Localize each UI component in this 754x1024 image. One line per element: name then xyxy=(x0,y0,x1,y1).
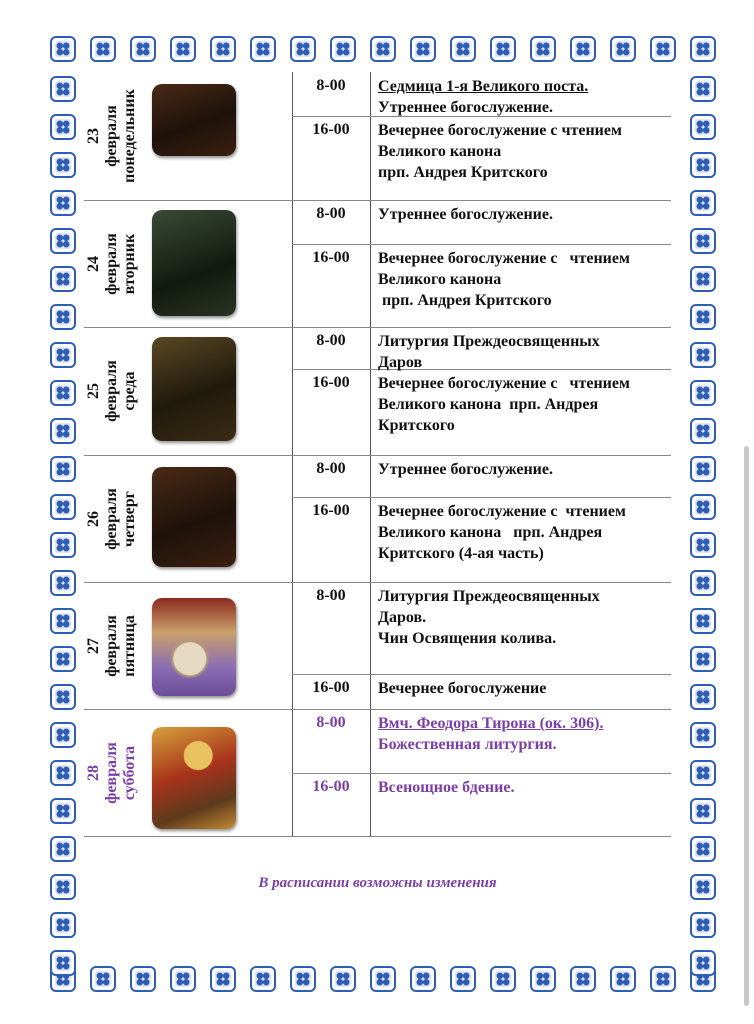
day-weekday: вторник xyxy=(121,233,138,294)
service-line: Великого канона xyxy=(378,143,502,160)
service-description xyxy=(378,777,668,798)
border-ornament-icon xyxy=(250,36,276,62)
service-line: Утреннее богослужение. xyxy=(378,461,553,478)
service-divider xyxy=(292,773,671,774)
service-line: Вмч. Феодора Тирона (ок. 306). xyxy=(378,715,604,732)
border-ornament-icon xyxy=(50,380,76,406)
border-ornament-icon xyxy=(530,36,556,62)
service-time: 8-00 xyxy=(316,205,346,222)
border-ornament-icon xyxy=(490,36,516,62)
border-ornament-icon xyxy=(690,950,716,976)
border-ornament-icon xyxy=(450,36,476,62)
day-label xyxy=(85,233,139,294)
border-ornament-icon xyxy=(50,798,76,824)
service-line: Великого канона прп. Андрея xyxy=(378,396,599,413)
border-ornament-icon xyxy=(50,190,76,216)
border-ornament-icon xyxy=(90,966,116,992)
border-ornament-icon xyxy=(650,966,676,992)
service-time: 16-00 xyxy=(312,778,350,795)
day-month: февраля xyxy=(103,232,120,295)
border-ornament-icon xyxy=(290,966,316,992)
day-label xyxy=(85,615,139,676)
border-ornament-icon xyxy=(690,228,716,254)
service-time: 16-00 xyxy=(312,502,350,519)
border-ornament-icon xyxy=(650,36,676,62)
border-ornament-icon xyxy=(210,966,236,992)
schedule-table xyxy=(84,72,671,836)
border-ornament-icon xyxy=(130,36,156,62)
day-cell xyxy=(84,455,292,582)
border-ornament-icon xyxy=(50,418,76,444)
border-ornament-icon xyxy=(690,570,716,596)
service-description xyxy=(378,204,668,225)
border-ornament-icon xyxy=(170,966,196,992)
scrollbar[interactable] xyxy=(744,446,749,1006)
border-ornament-icon xyxy=(50,684,76,710)
service-line: Вечернее богослужение xyxy=(378,680,547,697)
service-description xyxy=(378,713,668,755)
border-ornament-icon xyxy=(690,114,716,140)
great-canon-gold-book-icon xyxy=(152,337,236,441)
service-line: Утреннее богослужение. xyxy=(378,206,553,223)
border-ornament-icon xyxy=(50,912,76,938)
border-ornament-icon xyxy=(690,494,716,520)
border-ornament-icon xyxy=(50,874,76,900)
service-line: Критского (4-ая часть) xyxy=(378,545,544,562)
service-line: Вечернее богослужение с чтением xyxy=(378,503,626,520)
border-ornament-icon xyxy=(690,874,716,900)
border-ornament-icon xyxy=(50,950,76,976)
border-ornament-icon xyxy=(690,836,716,862)
service-line: Божественная литургия. xyxy=(378,736,557,753)
service-line: Литургия Преждеосвященных xyxy=(378,333,600,350)
border-ornament-icon xyxy=(610,36,636,62)
border-ornament-icon xyxy=(690,304,716,330)
border-ornament-icon xyxy=(690,456,716,482)
border-ornament-icon xyxy=(50,760,76,786)
day-month: февраля xyxy=(103,741,120,804)
day-row xyxy=(84,327,671,455)
service-line: Вечернее богослужение с чтением xyxy=(378,122,622,139)
border-ornament-icon xyxy=(330,36,356,62)
service-time: 16-00 xyxy=(312,249,350,266)
border-ornament-icon xyxy=(690,380,716,406)
border-ornament-icon xyxy=(530,966,556,992)
day-label xyxy=(85,89,139,183)
border-ornament-icon xyxy=(690,608,716,634)
service-time: 8-00 xyxy=(316,460,346,477)
border-ornament-icon xyxy=(690,266,716,292)
saint-theodore-icon xyxy=(152,727,236,829)
service-line: Литургия Преждеосвященных xyxy=(378,588,600,605)
border-ornament-icon xyxy=(50,456,76,482)
border-ornament-icon xyxy=(690,36,716,62)
border-ornament-icon xyxy=(50,228,76,254)
border-ornament-icon xyxy=(610,966,636,992)
day-cell xyxy=(84,200,292,327)
day-label xyxy=(85,488,139,549)
canon-book-cover-icon xyxy=(152,210,236,316)
service-line: прп. Андрея Критского xyxy=(378,292,552,309)
border-ornament-icon xyxy=(690,722,716,748)
day-month: февраля xyxy=(103,614,120,677)
day-month: февраля xyxy=(103,360,120,422)
border-ornament-icon xyxy=(50,342,76,368)
border-ornament-icon xyxy=(410,966,436,992)
border-ornament-icon xyxy=(370,36,396,62)
service-line: Великого канона прп. Андрея xyxy=(378,524,603,541)
koliva-blessing-photo-icon xyxy=(152,598,236,696)
border-ornament-icon xyxy=(690,912,716,938)
border-ornament-icon xyxy=(690,190,716,216)
day-month: февраля xyxy=(103,487,120,550)
border-ornament-icon xyxy=(410,36,436,62)
day-weekday: среда xyxy=(121,371,138,411)
border-ornament-icon xyxy=(690,76,716,102)
border-ornament-icon xyxy=(50,36,76,62)
border-ornament-icon xyxy=(330,966,356,992)
service-line: Всенощное бдение. xyxy=(378,779,515,796)
border-ornament-icon xyxy=(690,760,716,786)
service-description xyxy=(378,678,668,699)
service-line: Вечернее богослужение с чтением xyxy=(378,375,630,392)
border-ornament-icon xyxy=(690,152,716,178)
day-label xyxy=(85,360,139,421)
border-ornament-icon xyxy=(90,36,116,62)
service-line: Критского xyxy=(378,417,455,434)
border-ornament-icon xyxy=(130,966,156,992)
service-line: Утреннее богослужение. xyxy=(378,99,553,116)
border-ornament-icon xyxy=(690,418,716,444)
service-time: 16-00 xyxy=(312,679,350,696)
service-time: 16-00 xyxy=(312,121,350,138)
border-ornament-icon xyxy=(290,36,316,62)
day-month: февраля xyxy=(103,105,120,167)
service-line: прп. Андрея Критского xyxy=(378,164,548,181)
service-time: 8-00 xyxy=(316,587,346,604)
service-description xyxy=(378,459,668,480)
service-time: 8-00 xyxy=(316,332,346,349)
service-description xyxy=(378,586,668,649)
border-ornament-icon xyxy=(50,570,76,596)
day-label xyxy=(85,742,139,803)
day-weekday: пятница xyxy=(121,614,138,677)
border-ornament-icon xyxy=(50,532,76,558)
border-ornament-icon xyxy=(690,532,716,558)
day-cell xyxy=(84,709,292,836)
border-ornament-icon xyxy=(50,608,76,634)
service-description xyxy=(378,373,668,436)
border-ornament-icon xyxy=(50,304,76,330)
day-date: 23 xyxy=(85,128,102,144)
day-weekday: понедельник xyxy=(121,89,138,183)
table-bottom-line xyxy=(84,836,671,837)
border-ornament-icon xyxy=(50,266,76,292)
day-cell xyxy=(84,72,292,200)
border-ornament-icon xyxy=(50,722,76,748)
day-cell xyxy=(84,582,292,709)
border-ornament-icon xyxy=(50,152,76,178)
border-ornament-icon xyxy=(690,798,716,824)
great-canon-book-icon xyxy=(152,84,236,156)
service-description xyxy=(378,120,668,183)
service-line: Чин Освящения колива. xyxy=(378,630,557,647)
border-ornament-icon xyxy=(50,836,76,862)
service-line: Даров xyxy=(378,354,423,371)
border-ornament-icon xyxy=(50,494,76,520)
day-date: 28 xyxy=(85,764,102,781)
border-ornament-icon xyxy=(210,36,236,62)
border-ornament-icon xyxy=(50,76,76,102)
service-time: 16-00 xyxy=(312,374,350,391)
service-line: Великого канона xyxy=(378,271,502,288)
day-row xyxy=(84,72,671,200)
service-description xyxy=(378,248,668,311)
service-time: 8-00 xyxy=(316,77,346,94)
border-ornament-icon xyxy=(50,114,76,140)
border-ornament-icon xyxy=(450,966,476,992)
service-description xyxy=(378,501,668,564)
border-ornament-icon xyxy=(690,646,716,672)
day-cell xyxy=(84,327,292,455)
day-row xyxy=(84,582,671,709)
border-ornament-icon xyxy=(690,684,716,710)
border-ornament-icon xyxy=(50,646,76,672)
border-ornament-icon xyxy=(490,966,516,992)
service-description xyxy=(378,331,668,373)
service-line: Седмица 1-я Великого поста. xyxy=(378,78,589,95)
service-line: Вечернее богослужение с чтением xyxy=(378,250,630,267)
day-weekday: четверг xyxy=(121,490,138,547)
day-date: 27 xyxy=(85,637,102,654)
day-date: 26 xyxy=(85,510,102,527)
border-ornament-icon xyxy=(170,36,196,62)
border-ornament-icon xyxy=(370,966,396,992)
border-ornament-icon xyxy=(570,36,596,62)
day-date: 25 xyxy=(85,383,102,400)
service-divider xyxy=(292,497,671,498)
day-row xyxy=(84,200,671,327)
border-ornament-icon xyxy=(570,966,596,992)
service-time: 8-00 xyxy=(316,714,346,731)
service-divider xyxy=(292,674,671,675)
border-ornament-icon xyxy=(690,342,716,368)
day-row xyxy=(84,455,671,582)
day-date: 24 xyxy=(85,255,102,272)
service-description xyxy=(378,76,668,118)
service-line: Даров. xyxy=(378,609,427,626)
schedule-footnote: В расписании возможны изменения xyxy=(258,875,497,891)
day-row xyxy=(84,709,671,836)
great-canon-book-icon xyxy=(152,467,236,567)
border-ornament-icon xyxy=(250,966,276,992)
service-divider xyxy=(292,244,671,245)
day-weekday: суббота xyxy=(121,745,138,800)
